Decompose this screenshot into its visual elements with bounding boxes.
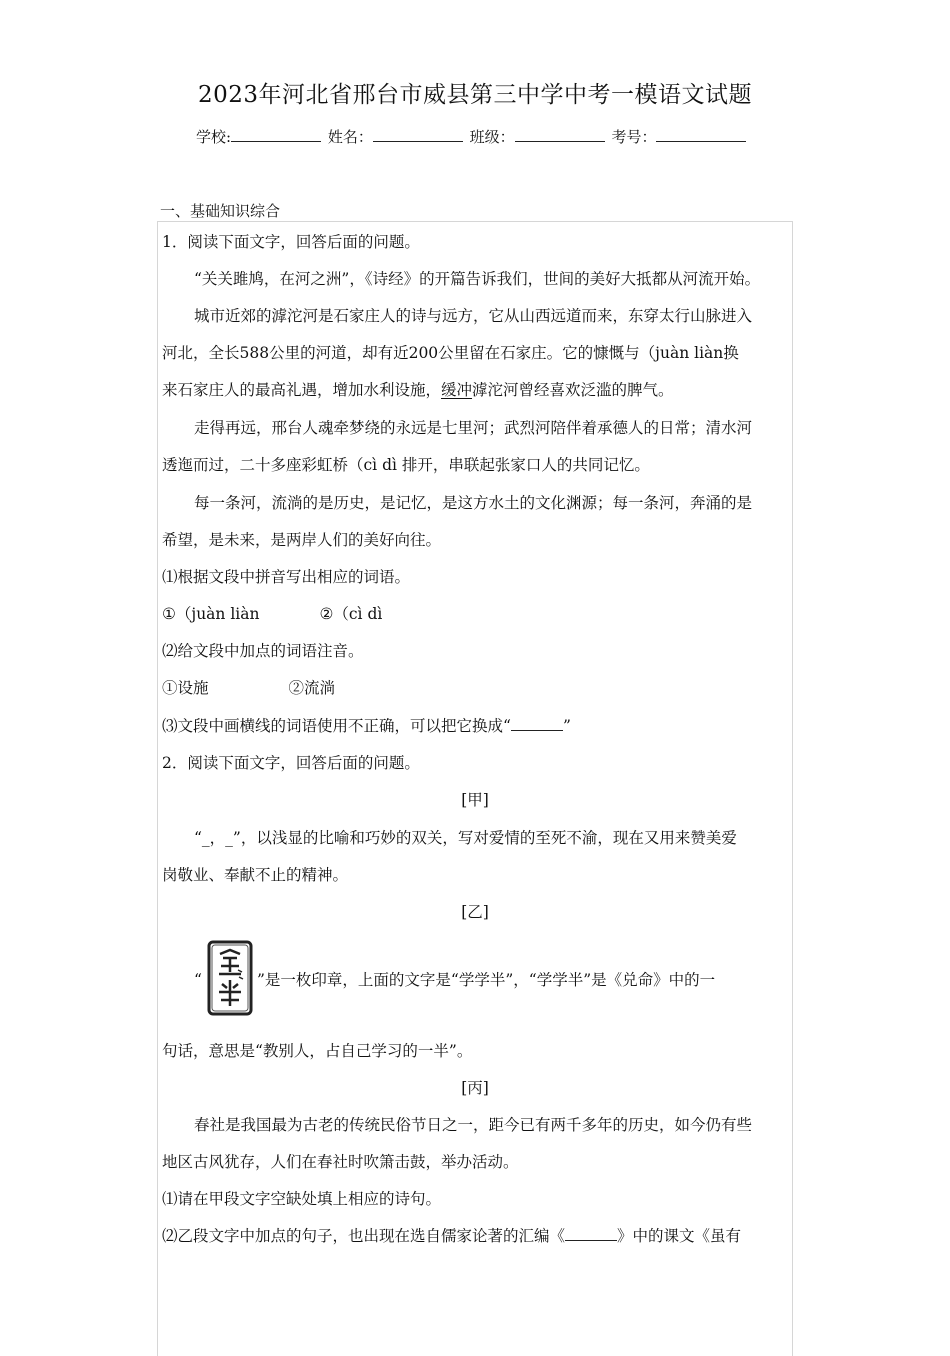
section-heading: 一、基础知识综合 <box>160 202 281 220</box>
q1-sub2-a: ①设施 <box>162 679 209 697</box>
q1-sub2-options <box>162 678 792 698</box>
class-label: 班级： <box>469 128 515 146</box>
q1-stem: 1．阅读下面文字，回答后面的问题。 <box>162 233 420 251</box>
q1-paragraph-4-line-1: 每一条河，流淌的是历史，是记忆，是这方水土的文化渊源；每一条河，奔涌的是 <box>194 494 753 512</box>
q1-paragraph-2-line-3 <box>162 380 792 400</box>
q2-bing-line-2: 地区古风犹存，人们在春社时吹箫击鼓，举办活动。 <box>162 1153 519 1171</box>
q1-paragraph-3-line-1: 走得再远，邢台人魂牵梦绕的永远是七里河；武烈河陪伴着承德人的日常；清水河 <box>194 419 753 437</box>
q1-paragraph-3-line-2: 透迤而过，二十多座彩虹桥（cì dì 排开，串联起张家口人的共同记忆。 <box>162 456 650 474</box>
q1-sub1-options <box>162 604 792 624</box>
q1-sub3-post: ” <box>562 717 571 735</box>
q2-sub2 <box>162 1226 792 1246</box>
school-blank[interactable] <box>231 127 321 142</box>
q2-bing-line-1: 春社是我国最为古老的传统民俗节日之一，距今已有两千多年的历史，如今仍有些 <box>194 1116 753 1134</box>
q1-p2-post: 滹沱河曾经喜欢泛滥的脾气。 <box>472 381 674 399</box>
q1-sub1-a: ①（juàn liàn <box>162 605 260 623</box>
school-label: 学校: <box>196 128 232 146</box>
q1-paragraph-1: “关关雎鸠，在河之洲”，《诗经》的开篇告诉我们，世间的美好大抵都从河流开始。 <box>194 270 761 288</box>
q2-sub1: ⑴请在甲段文字空缺处填上相应的诗句。 <box>162 1190 442 1208</box>
q2-jia-line-1: “_，_”，以浅显的比喻和巧妙的双关，写对爱情的至死不渝，现在又用来赞美爱 <box>194 829 737 847</box>
exam-no-label: 考号： <box>611 128 657 146</box>
q1-paragraph-2-line-2: 河北，全长588公里的河道，却有近200公里留在石家庄。它的慷慨与（juàn liàn换 <box>162 344 739 362</box>
q2-yi-line-1: ”是一枚印章，上面的文字是“学学半”，“学学半”是《兑命》中的一 <box>257 971 716 989</box>
page-title: 2023年河北省邢台市威县第三中学中考一模语文试题 <box>197 82 753 108</box>
q1-paragraph-4-line-2: 希望，是未来，是两岸人们的美好向往。 <box>162 531 442 549</box>
q1-p2-pre: 来石家庄人的最高礼遇，增加水利设施， <box>162 381 442 399</box>
book-title-blank[interactable] <box>565 1226 617 1241</box>
seal-stamp-image <box>207 940 253 1016</box>
q1-sub1-b: ②（cì dì <box>319 605 383 623</box>
q2-jia-heading: [甲] <box>461 791 489 809</box>
q1-paragraph-2-line-1: 城市近郊的滹沱河是石家庄人的诗与远方，它从山西远道而来，东穿太行山脉进入 <box>194 307 753 325</box>
q1-sub1: ⑴根据文段中拼音写出相应的词语。 <box>162 568 411 586</box>
q2-jia-line-2: 岗敬业、奉献不止的精神。 <box>162 866 349 884</box>
q1-sub3 <box>162 716 792 736</box>
q2-stem: 2．阅读下面文字，回答后面的问题。 <box>162 754 420 772</box>
q2-yi-heading: [乙] <box>461 903 489 921</box>
q1-sub3-pre: ⑶文段中画横线的词语使用不正确，可以把它换成“ <box>162 717 511 735</box>
answer-blank[interactable] <box>511 716 563 731</box>
q2-sub2-post: 》中的课文《虽有 <box>617 1227 742 1245</box>
student-info-line <box>196 126 748 147</box>
q2-bing-heading: [丙] <box>461 1079 489 1097</box>
q2-yi-open-quote: “ <box>194 971 202 989</box>
q1-sub2: ⑵给文段中加点的词语注音。 <box>162 642 364 660</box>
class-blank[interactable] <box>515 127 605 142</box>
name-label: 姓名： <box>327 128 373 146</box>
q1-sub2-b: ②流淌 <box>288 679 336 697</box>
exam-no-blank[interactable] <box>656 127 746 142</box>
q2-yi-line-2: 句话，意思是“教别人，占自己学习的一半”。 <box>162 1042 473 1060</box>
underlined-word: 缓冲 <box>441 381 473 399</box>
q2-sub2-pre: ⑵乙段文字中加点的句子，也出现在选自儒家论著的汇编《 <box>162 1227 566 1245</box>
name-blank[interactable] <box>373 127 463 142</box>
